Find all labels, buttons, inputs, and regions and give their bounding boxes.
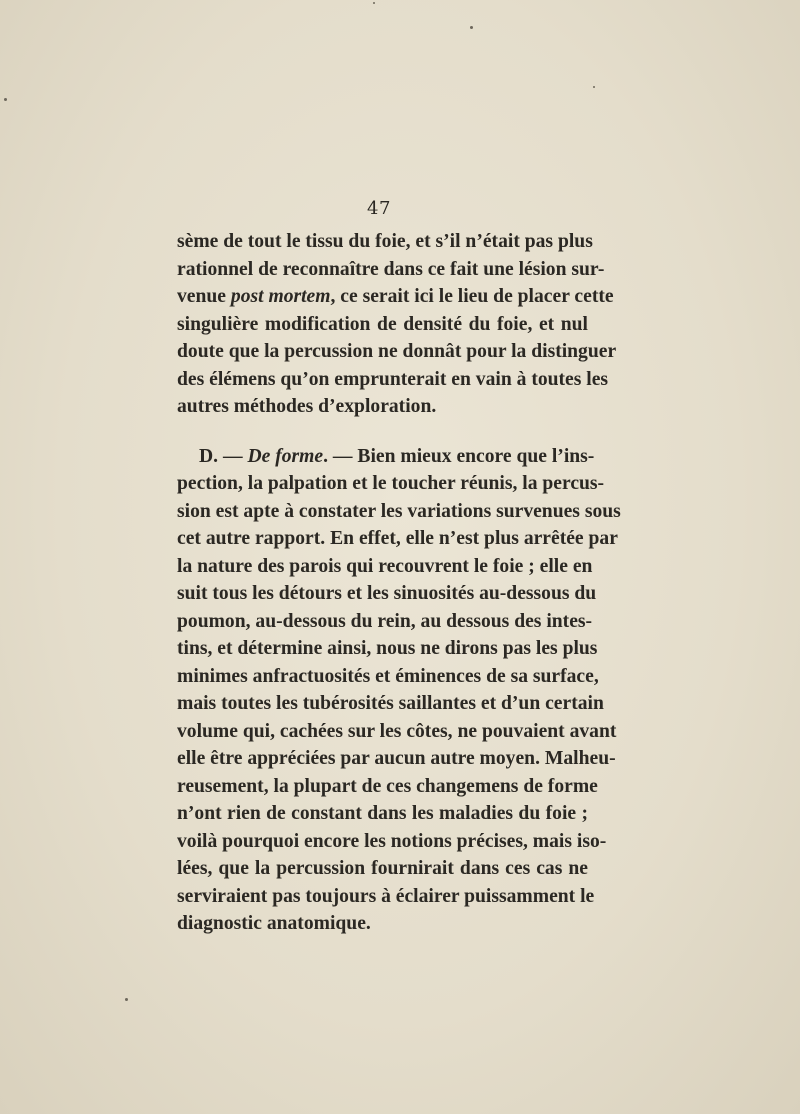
paragraph (177, 443, 621, 938)
text-line: reusement, la plupart de ces changemens de forme (177, 775, 598, 797)
text-line: cet autre rapport. En effet, elle n’est plus arrêtée par (177, 528, 618, 549)
text-line: lées, que la percussion fournirait dans ces cas ne (177, 858, 588, 879)
text-line: serviraient pas toujours à éclairer puissamment le (177, 885, 595, 907)
text-line: n’ont rien de constant dans les maladies du foie ; (177, 803, 588, 824)
italic-term: De forme (247, 445, 324, 467)
paper-speck (470, 26, 473, 29)
paragraph (177, 228, 617, 421)
text-line: elle être appréciées par aucun autre moyen. Malheu- (177, 748, 616, 769)
text-line: sion est apte à constater les variations survenues sous (177, 500, 621, 522)
text-line: doute que la percussion ne donnât pour la distinguer (177, 341, 617, 362)
paper-speck (125, 998, 128, 1001)
text-line: poumon, au-dessous du rein, au dessous des intes- (177, 610, 593, 632)
page-number: 47 (367, 198, 391, 219)
text-line: D. — De forme. — Bien mieux encore que l’ins- (199, 445, 595, 467)
paper-speck (593, 86, 595, 88)
paper-speck (4, 98, 7, 101)
paper-speck (373, 2, 375, 4)
text-line: tins, et détermine ainsi, nous ne dirons pas les plus (177, 638, 598, 659)
text-line: volume qui, cachées sur les côtes, ne pouvaient avant (177, 720, 617, 742)
body-text (177, 228, 621, 938)
text-line: voilà pourquoi encore les notions précises, mais iso- (177, 830, 607, 852)
text-line: sème de tout le tissu du foie, et s’il n’était pas plus (177, 231, 593, 252)
text-line: pection, la palpation et le toucher réunis, la percus- (177, 473, 605, 494)
text-line: minimes anfractuosités et éminences de sa surface, (177, 665, 599, 687)
text-line: rationnel de reconnaître dans ce fait une lésion sur- (177, 258, 605, 280)
text-line: des élémens qu’on emprunterait en vain à toutes les (177, 368, 609, 390)
text-line: autres méthodes d’exploration. (177, 396, 437, 417)
text-line: venue post mortem, ce serait ici le lieu de placer cette (177, 286, 614, 307)
text-line: singulière modification de densité du foie, et nul (177, 313, 588, 335)
paragraph-gap (177, 421, 588, 443)
text-line: la nature des parois qui recouvrent le foie ; elle en (177, 555, 593, 577)
text-line: suit tous les détours et les sinuosités au-dessous du (177, 583, 597, 604)
text-line: mais toutes les tubérosités saillantes et d’un certain (177, 693, 604, 714)
italic-term: post mortem (230, 286, 331, 307)
text-line: diagnostic anatomique. (177, 913, 371, 934)
